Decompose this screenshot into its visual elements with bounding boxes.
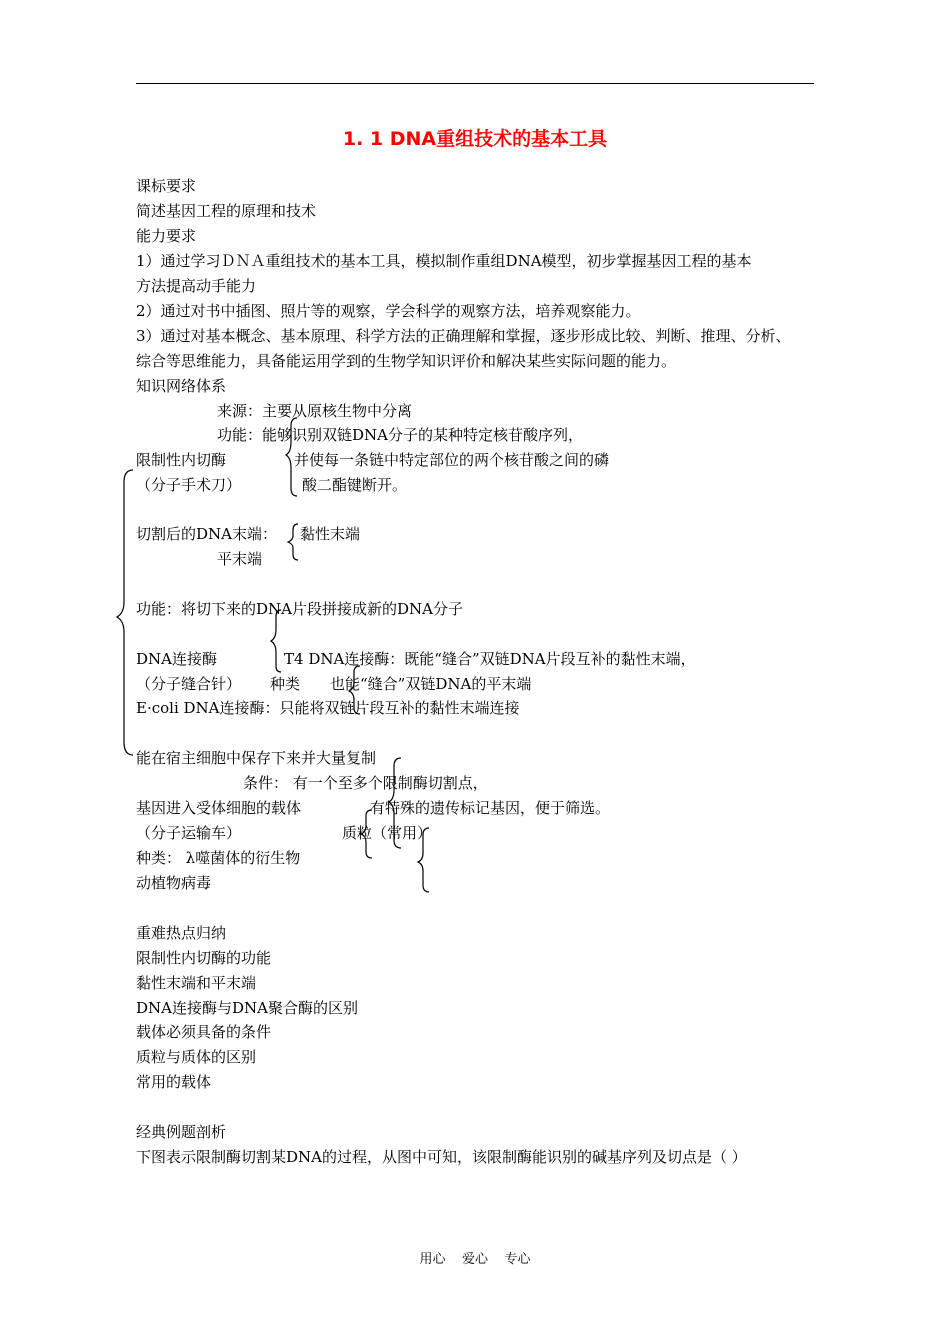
text-line: 限制性内切酶	[136, 451, 227, 469]
text-line: 质粒（常用）	[342, 824, 433, 842]
text-line: 功能：将切下来的DNA片段拼接成新的DNA分子	[136, 600, 463, 618]
brace-dna-ends	[288, 524, 298, 560]
text-line: DNA连接酶	[136, 650, 217, 668]
text-line: （分子运输车）	[136, 824, 242, 842]
text-line: 来源：主要从原核生物中分离	[217, 402, 413, 420]
text-line: 酸二酯键断开。	[302, 476, 408, 494]
text-line: 质粒与质体的区别	[136, 1048, 257, 1066]
brace-main	[117, 470, 133, 755]
brace-restriction-enzyme	[286, 418, 297, 496]
text-line: 黏性末端和平末端	[136, 974, 257, 992]
text-line: 并使每一条链中特定部位的两个核苷酸之间的磷	[294, 451, 610, 469]
text-line: 功能：能够识别双链DNA分子的某种特定核苷酸序列，	[217, 426, 583, 444]
text-line: 课标要求	[136, 177, 197, 195]
brace-vector-types	[418, 828, 429, 892]
brace-ligase	[271, 610, 281, 672]
text-line: 条件： 有一个至多个限制酶切割点，	[243, 774, 488, 792]
text-line: 种类	[270, 675, 301, 693]
text-line: 1）通过学习ＤＮＡ重组技术的基本工具，模拟制作重组DNA模型，初步掌握基因工程的基本	[136, 252, 752, 270]
text-line: （分子手术刀）	[136, 476, 242, 494]
text-line: 平末端	[217, 550, 263, 568]
text-line: 也能“缝合”双链DNA的平末端	[330, 675, 532, 693]
text-line: 2）通过对书中插图、照片等的观察，学会科学的观察方法，培养观察能力。	[136, 302, 641, 320]
text-line: E·coli DNA连接酶：只能将双链片段互补的黏性末端连接	[136, 699, 520, 717]
brace-ligase-types	[349, 666, 360, 714]
text-line: 种类： λ噬菌体的衍生物	[136, 849, 301, 867]
brace-vector-conditions	[389, 758, 401, 848]
text-line: 黏性末端	[300, 525, 361, 543]
text-line: 基因进入受体细胞的载体	[136, 799, 302, 817]
text-line: DNA连接酶与DNA聚合酶的区别	[136, 999, 358, 1017]
text-line: 经典例题剖析	[136, 1123, 227, 1141]
text-line: T4 DNA连接酶：既能“缝合”双链DNA片段互补的黏性末端，	[284, 650, 696, 668]
text-line: 能力要求	[136, 227, 197, 245]
text-line: （分子缝合针）	[136, 675, 242, 693]
text-line: 能在宿主细胞中保存下来并大量复制	[136, 749, 377, 767]
text-line: 常用的载体	[136, 1073, 212, 1091]
page-footer: 用心 爱心 专心	[419, 1252, 531, 1267]
text-line: 知识网络体系	[136, 377, 227, 395]
text-line: 动植物病毒	[136, 874, 212, 892]
text-line: 重难热点归纳	[136, 924, 227, 942]
text-line: 限制性内切酶的功能	[136, 949, 272, 967]
page-title: 1. 1 DNA重组技术的基本工具	[342, 128, 608, 150]
text-line: 3）通过对基本概念、基本原理、科学方法的正确理解和掌握，逐步形成比较、判断、推理、分析、	[136, 327, 791, 345]
text-line: 简述基因工程的原理和技术	[136, 202, 317, 220]
text-line: 下图表示限制酶切割某DNA的过程，从图中可知，该限制酶能识别的碱基序列及切点是（ ）	[136, 1148, 747, 1166]
text-line: 有特殊的遗传标记基因，便于筛选。	[370, 799, 611, 817]
text-line: 切割后的DNA末端：	[136, 525, 277, 543]
brace-plasmid	[361, 810, 372, 858]
text-line: 综合等思维能力，具备能运用学到的生物学知识评价和解决某些实际问题的能力。	[136, 352, 677, 370]
text-line: 方法提高动手能力	[136, 277, 257, 295]
text-line: 载体必须具备的条件	[136, 1023, 272, 1041]
